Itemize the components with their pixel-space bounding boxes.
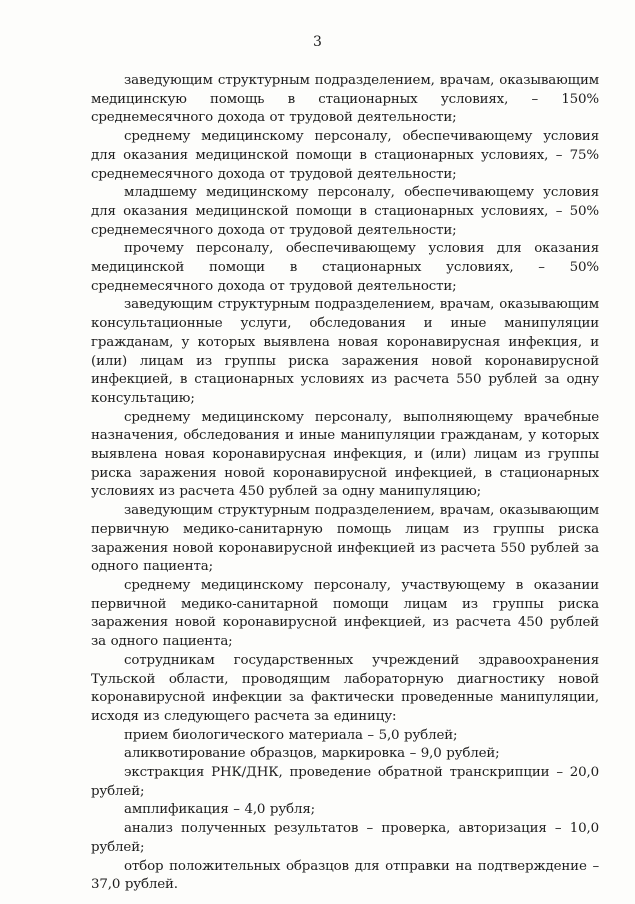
paragraph-nurses-inpatient: среднему медицинскому персоналу, обеспечивающему условия для оказания медицинской помощи в стационарных условиях, – 75% среднемесячного дохода от трудовой деятельности; bbox=[91, 129, 599, 182]
page-number: 3 bbox=[313, 34, 322, 50]
list-item-aliquoting: аликвотирование образцов, маркировка – 9,0 рублей; bbox=[124, 746, 500, 762]
paragraph-nurses-primary-care: среднему медицинскому персоналу, участвующему в оказании первичной медико-санитарной помощи лицам из группы риска заражения новой коронавирусной инфекцией, из расчета 450 рублей за одного пациента; bbox=[91, 577, 599, 650]
paragraph-heads-consultations: заведующим структурным подразделением, врачам, оказывающим консультационные услуги, обследования и иные манипуляции гражданам, у которых выявлена новая коронавирусная инфекция, и (или) лицам из группы риска заражения новой коронавирусной инфекцией, в стационарных условиях из расчета 550 рублей за одну консультацию; bbox=[91, 297, 599, 406]
list-item-extraction: экстракция РНК/ДНК, проведение обратной транскрипции – 20,0 рублей; bbox=[91, 765, 599, 799]
paragraph-other-staff-inpatient: прочему персоналу, обеспечивающему условия для оказания медицинской помощи в стационарных условиях, – 50% среднемесячного дохода от трудовой деятельности; bbox=[91, 241, 599, 294]
list-item-amplification: амплификация – 4,0 рубля; bbox=[124, 802, 315, 818]
paragraph-junior-staff-inpatient: младшему медицинскому персоналу, обеспечивающему условия для оказания медицинской помощи в стационарных условиях, – 50% среднемесячного дохода от трудовой деятельности; bbox=[91, 185, 599, 238]
document-body bbox=[91, 72, 599, 895]
paragraph-nurses-manipulations: среднему медицинскому персоналу, выполняющему врачебные назначения, обследования и иные манипуляции гражданам, у которых выявлена новая коронавирусная инфекция, и (или) лицам из группы риска заражения новой коронавирусной инфекцией, в стационарных условиях из расчета 450 рублей за одну манипуляцию; bbox=[91, 409, 599, 500]
list-item-positive-samples: отбор положительных образцов для отправки на подтверждение – 37,0 рублей. bbox=[91, 858, 599, 893]
list-item-analysis: анализ полученных результатов – проверка, авторизация – 10,0 рублей; bbox=[91, 821, 599, 855]
list-item-sample-intake: прием биологического материала – 5,0 рублей; bbox=[124, 727, 458, 743]
paragraph-heads-inpatient: заведующим структурным подразделением, врачам, оказывающим медицинскую помощь в стационарных условиях, – 150% среднемесячного дохода от трудовой деятельности; bbox=[91, 73, 599, 126]
paragraph-lab-staff: сотрудникам государственных учреждений здравоохранения Тульской области, проводящим лабораторную диагностику новой коронавирусной инфекции за фактически проведенные манипуляции, исходя из следующего расчета за единицу: bbox=[91, 652, 599, 724]
paragraph-heads-primary-care: заведующим структурным подразделением, врачам, оказывающим первичную медико-санитарную помощь лицам из группы риска заражения новой коронавирусной инфекцией из расчета 550 рублей за одного пациента; bbox=[91, 503, 599, 575]
